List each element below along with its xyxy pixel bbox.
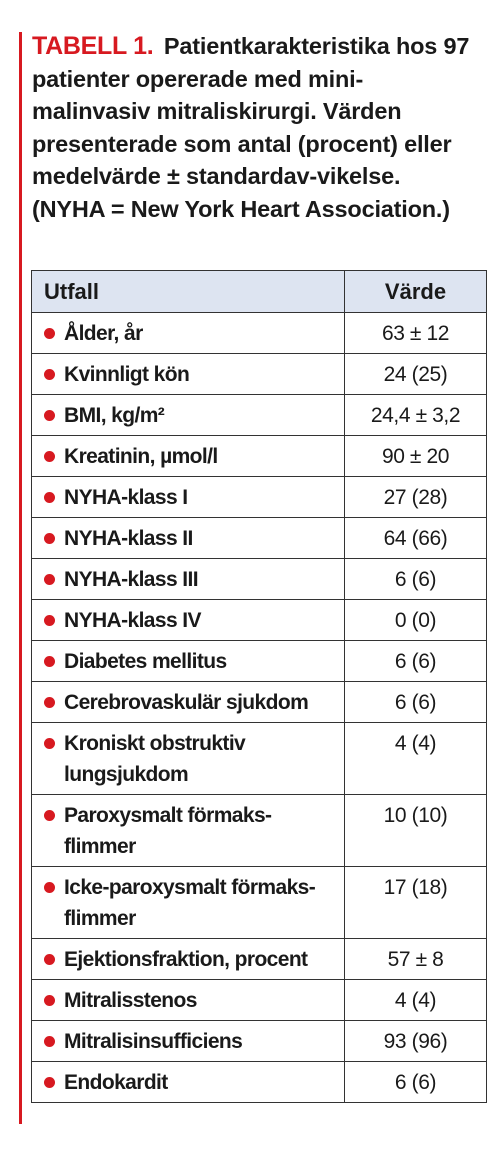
row-value-cell: 24 (25) [345, 354, 487, 395]
row-outcome-label: NYHA-klass I [64, 486, 188, 509]
row-value-cell: 10 (10) [345, 795, 487, 867]
row-value-cell: 27 (28) [345, 477, 487, 518]
row-outcome-label: Ålder, år [64, 322, 143, 345]
table-row [32, 559, 487, 600]
row-value-cell: 17 (18) [345, 867, 487, 939]
row-outcome-cell [32, 980, 345, 1021]
table-caption [32, 30, 472, 225]
red-bullet-icon [44, 574, 55, 585]
red-bullet-icon [44, 810, 55, 821]
red-bullet-icon [44, 410, 55, 421]
table-row [32, 313, 487, 354]
row-outcome-cell [32, 795, 345, 867]
table-row [32, 1021, 487, 1062]
table-row [32, 641, 487, 682]
red-bullet-icon [44, 1077, 55, 1088]
table-row [32, 395, 487, 436]
accent-rule [19, 32, 22, 1124]
table-header [32, 271, 487, 313]
row-outcome-label: NYHA-klass III [64, 568, 198, 591]
row-outcome-cell [32, 682, 345, 723]
red-bullet-icon [44, 492, 55, 503]
red-bullet-icon [44, 451, 55, 462]
row-value-cell: 6 (6) [345, 1062, 487, 1103]
column-header-value: Värde [345, 271, 487, 313]
row-outcome-cell [32, 559, 345, 600]
table-row [32, 723, 487, 795]
row-outcome-cell [32, 354, 345, 395]
table-row [32, 980, 487, 1021]
table-label: TABELL 1. [32, 32, 154, 60]
table-row [32, 354, 487, 395]
row-outcome-cell [32, 313, 345, 354]
row-outcome-label: Ejektionsfraktion, procent [64, 948, 308, 971]
row-outcome-label: NYHA-klass II [64, 527, 193, 550]
table-row [32, 600, 487, 641]
row-outcome-label: Kreatinin, µmol/l [64, 445, 218, 468]
row-outcome-cell [32, 436, 345, 477]
caption-text: Patientkarakteristika hos 97 patienter opererade med mini-malinvasiv mitraliskirurgi. Värden presenterade som antal (procent) eller medelvärde ± standardav-vikelse. (NYHA = New York Heart Association.) [32, 33, 470, 222]
row-value-cell: 64 (66) [345, 518, 487, 559]
row-value-cell: 63 ± 12 [345, 313, 487, 354]
row-outcome-label: Icke-paroxysmalt förmaks-flimmer [64, 876, 316, 930]
row-outcome-label: Kroniskt obstruktiv lungsjukdom [64, 732, 246, 786]
row-outcome-label: BMI, kg/m² [64, 404, 165, 427]
row-outcome-cell [32, 1062, 345, 1103]
row-outcome-cell [32, 939, 345, 980]
red-bullet-icon [44, 954, 55, 965]
row-outcome-cell [32, 1021, 345, 1062]
table-row [32, 867, 487, 939]
row-value-cell: 93 (96) [345, 1021, 487, 1062]
red-bullet-icon [44, 1036, 55, 1047]
red-bullet-icon [44, 738, 55, 749]
row-outcome-cell [32, 395, 345, 436]
row-outcome-cell [32, 477, 345, 518]
row-value-cell: 6 (6) [345, 559, 487, 600]
row-outcome-label: Mitralisinsufficiens [64, 1030, 243, 1053]
row-outcome-cell [32, 600, 345, 641]
header-row [32, 271, 487, 313]
row-value-cell: 57 ± 8 [345, 939, 487, 980]
table-row [32, 682, 487, 723]
red-bullet-icon [44, 656, 55, 667]
table-row [32, 436, 487, 477]
table-row [32, 477, 487, 518]
row-value-cell: 0 (0) [345, 600, 487, 641]
row-value-cell: 6 (6) [345, 682, 487, 723]
row-outcome-label: Cerebrovaskulär sjukdom [64, 691, 309, 714]
row-value-cell: 6 (6) [345, 641, 487, 682]
red-bullet-icon [44, 882, 55, 893]
row-outcome-label: Diabetes mellitus [64, 650, 227, 673]
row-outcome-label: Endokardit [64, 1071, 168, 1094]
row-outcome-label: Kvinnligt kön [64, 363, 190, 386]
red-bullet-icon [44, 615, 55, 626]
row-value-cell: 90 ± 20 [345, 436, 487, 477]
red-bullet-icon [44, 369, 55, 380]
red-bullet-icon [44, 697, 55, 708]
patient-characteristics-table [31, 270, 487, 1103]
row-value-cell: 4 (4) [345, 980, 487, 1021]
row-value-cell: 24,4 ± 3,2 [345, 395, 487, 436]
red-bullet-icon [44, 328, 55, 339]
table-row [32, 939, 487, 980]
row-outcome-cell [32, 723, 345, 795]
row-value-cell: 4 (4) [345, 723, 487, 795]
table-row [32, 518, 487, 559]
table-row [32, 1062, 487, 1103]
row-outcome-label: NYHA-klass IV [64, 609, 201, 632]
row-outcome-label: Paroxysmalt förmaks-flimmer [64, 804, 272, 858]
table-row [32, 795, 487, 867]
column-header-outcome: Utfall [32, 271, 345, 313]
red-bullet-icon [44, 533, 55, 544]
red-bullet-icon [44, 995, 55, 1006]
table-body [32, 313, 487, 1103]
row-outcome-cell [32, 641, 345, 682]
row-outcome-label: Mitralisstenos [64, 989, 197, 1012]
row-outcome-cell [32, 518, 345, 559]
row-outcome-cell [32, 867, 345, 939]
